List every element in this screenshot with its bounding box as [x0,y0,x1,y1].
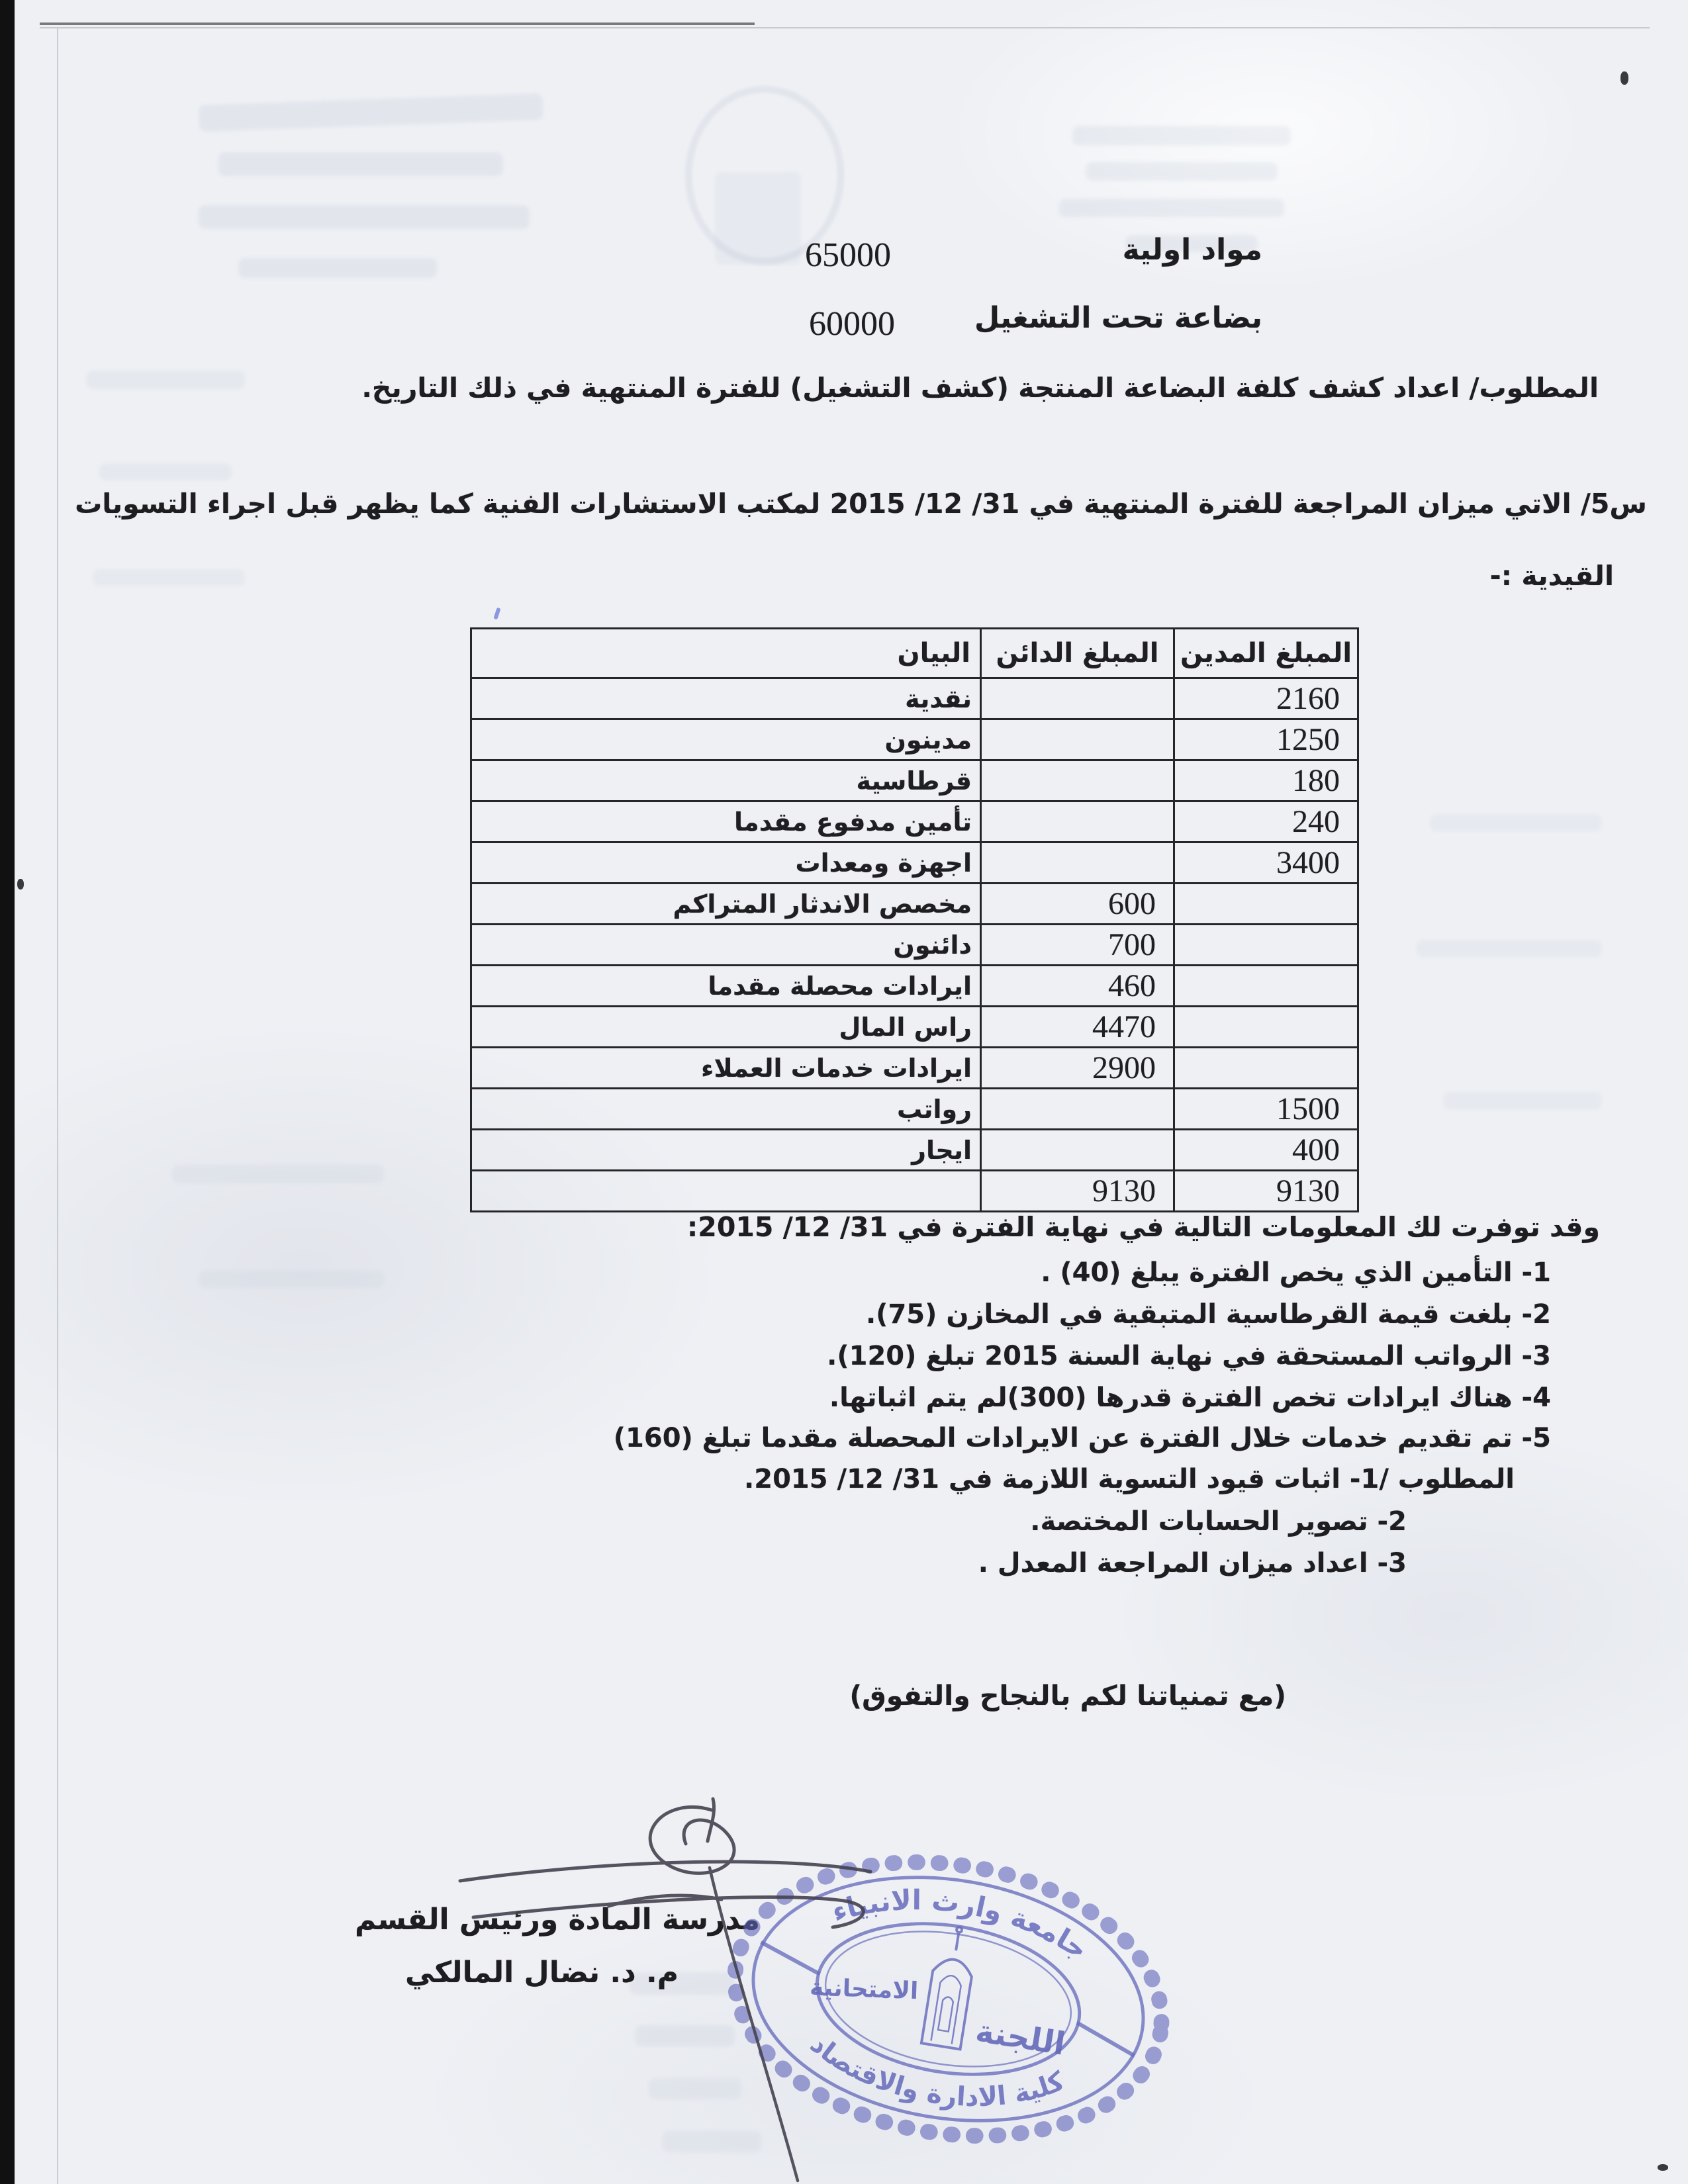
stamp-emblem [921,1924,979,2049]
signature-stroke-lower [473,1897,863,1927]
ink-speck [17,879,24,889]
cell-debit [1174,966,1358,1007]
cell-debit [1174,1048,1358,1089]
cell-debit [1174,925,1358,966]
ink-speck [1658,2164,1668,2171]
bleed-through [1086,162,1278,181]
cell-statement [471,1171,981,1212]
cell-credit: 4470 [981,1007,1174,1048]
stamp-committee-word1: اللجنة [973,2013,1068,2063]
cell-debit: 240 [1174,801,1358,842]
cell-debit: 3400 [1174,842,1358,884]
signature-name: م. د. نضال المالكي [404,1956,679,1989]
table-header-row [471,629,1358,678]
scan-top-line [40,23,755,25]
cell-statement: رواتب [471,1089,981,1130]
cell-credit: 600 [981,884,1174,925]
cell-statement: راس المال [471,1007,981,1048]
stamp-committee-word2: الامتحانية [809,1974,919,2005]
cell-credit: 460 [981,966,1174,1007]
bleed-through [172,1165,384,1183]
stamp-emblem-figure [938,1996,954,2031]
cell-statement: مدينون [471,719,981,760]
bleed-through [93,569,245,586]
signature-descender [710,1868,798,2181]
cell-total-debit: 9130 [1174,1171,1358,1212]
cell-credit [981,842,1174,884]
cell-statement: اجهزة ومعدات [471,842,981,884]
signature-scribble [410,1780,914,2184]
stamp-right-bar [1074,2023,1138,2056]
cell-credit [981,1089,1174,1130]
requirement-item-1: المطلوب /1- اثبات قيود التسوية اللازمة في 31/ 12/ 2015. [744,1464,1515,1494]
bleed-through [198,93,543,132]
cell-total-credit: 9130 [981,1171,1174,1212]
table-total-row [471,1171,1358,1212]
cell-debit: 2160 [1174,678,1358,719]
bleed-through [1072,126,1291,146]
table-row [471,925,1358,966]
stamp-university-arc: جامعة وارث الانبياء [827,1883,1094,1966]
adjustment-item-2: 2- بلغت قيمة القرطاسية المتبقية في المخازن (75). [865,1299,1551,1330]
bleed-through [715,172,801,265]
table-row [471,884,1358,925]
closing-wish: (مع تمنياتنا لكم بالنجاح والتفوق) [849,1680,1286,1711]
cell-statement: تأمين مدفوع مقدما [471,801,981,842]
cell-statement: ايرادات محصلة مقدما [471,966,981,1007]
bleed-through [1430,814,1602,831]
bleed-through [1417,940,1602,957]
opening-balance-label-wip: بضاعة تحت التشغيل [974,301,1262,335]
cell-credit [981,760,1174,801]
stamp-emblem-arch [921,1956,974,2049]
stamp-emblem-inner-arch [931,1974,962,2044]
cell-credit: 2900 [981,1048,1174,1089]
ink-speck [493,608,500,620]
bleed-through [1059,199,1284,217]
table-row [471,1048,1358,1089]
table-row [471,1089,1358,1130]
bleed-through [99,463,232,480]
table-row [471,842,1358,884]
bleed-through [218,152,503,176]
table-row [471,760,1358,801]
table-row [471,719,1358,760]
signature-title: مدرسة المادة ورئيس القسم [355,1903,760,1936]
bleed-through [199,1271,384,1288]
cell-statement: ايجار [471,1130,981,1171]
adjustment-item-4: 4- هناك ايرادات تخص الفترة قدرها (300)لم يتم اثباتها. [829,1383,1551,1413]
question5-line2: القيدية :- [1489,560,1614,592]
bleed-through [86,371,245,389]
cell-statement: قرطاسية [471,760,981,801]
ink-speck [1620,71,1628,85]
table-row [471,1130,1358,1171]
cell-credit [981,719,1174,760]
stamp-college-arc: كلية الادارة والاقتصاد [804,2028,1069,2113]
opening-balance-value-wip: 60000 [809,305,895,343]
adjustment-item-3: 3- الرواتب المستحقة في نهاية السنة 2015 تبلغ (120). [827,1341,1551,1371]
adjustment-item-1: 1- التأمين الذي يخص الفترة يبلغ (40) . [1041,1257,1551,1288]
requirement-item-2: 2- تصوير الحسابات المختصة. [1030,1506,1407,1537]
cell-statement: مخصص الاندثار المتراكم [471,884,981,925]
bleed-through [1443,1092,1602,1109]
requirement-item-3: 3- اعداد ميزان المراجعة المعدل . [978,1548,1407,1578]
bleed-through [199,205,530,229]
cell-credit [981,678,1174,719]
cell-statement: نقدية [471,678,981,719]
opening-balance-label-raw-materials: مواد اولية [1122,233,1262,267]
trial-balance-table [470,627,1359,1212]
cell-statement: ايرادات خدمات العملاء [471,1048,981,1089]
adjustments-intro: وقد توفرت لك المعلومات التالية في نهاية الفترة في 31/ 12/ 2015: [686,1211,1600,1243]
requirement-line: المطلوب/ اعداد كشف كلفة البضاعة المنتجة (كشف التشغيل) للفترة المنتهية في ذلك التاريخ. [361,372,1599,404]
table-row [471,1007,1358,1048]
paper-top-edge [40,27,1650,28]
cell-credit [981,801,1174,842]
table-row [471,678,1358,719]
question5-line1: س5/ الاتي ميزان المراجعة للفترة المنتهية في 31/ 12/ 2015 لمكتب الاستشارات الفنية كما يظهر قبل اجراء التسويات [75,488,1647,520]
cell-credit [981,1130,1174,1171]
header-debit: المبلغ المدين [1174,629,1358,678]
cell-debit: 400 [1174,1130,1358,1171]
header-credit: المبلغ الدائن [981,629,1174,678]
cell-debit: 180 [1174,760,1358,801]
table-row [471,801,1358,842]
table-row [471,966,1358,1007]
cell-statement: دائنون [471,925,981,966]
cell-debit [1174,1007,1358,1048]
cell-debit [1174,884,1358,925]
cell-debit: 1500 [1174,1089,1358,1130]
opening-balance-value-raw-materials: 65000 [805,236,891,274]
bleed-through [238,258,437,278]
scanner-edge-strip [0,0,15,2184]
cell-credit: 700 [981,925,1174,966]
stamp-emblem-spire [956,1933,959,1950]
stamp-emblem-finial [957,1927,962,1933]
adjustment-item-5: 5- تم تقديم خدمات خلال الفترة عن الايرادات المحصلة مقدما تبلغ (160) [613,1423,1551,1453]
paper-left-edge [57,27,58,2184]
cell-debit: 1250 [1174,719,1358,760]
header-statement: البيان [471,629,981,678]
